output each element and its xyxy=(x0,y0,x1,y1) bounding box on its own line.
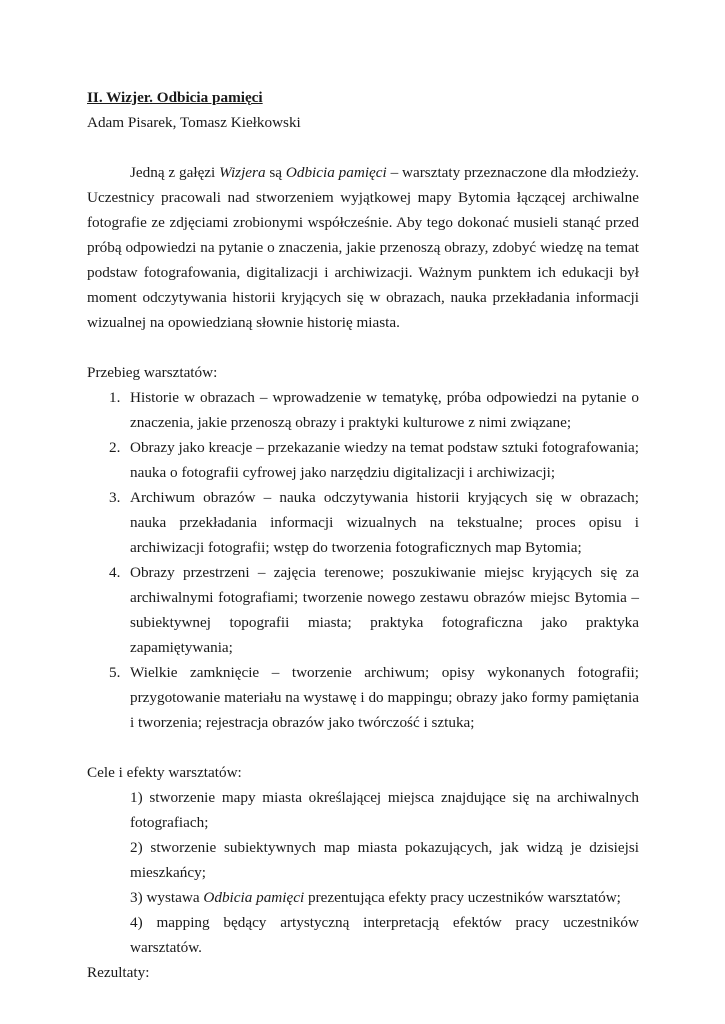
intro-emphasis-odbicia: Odbicia pamięci xyxy=(285,164,387,181)
list-item-text: Obrazy przestrzeni – zajęcia terenowe; poszukiwanie miejsc kryjących się za archiwalnymi fotografiami; tworzenie nowego zestawu obrazów miejsc Bytomia – subiektywnej topografii miasta; praktyka fotograficzna jako praktyka zapamiętywania; xyxy=(130,564,639,656)
list-item-number: 5. xyxy=(109,664,121,681)
goal-item-2: 2) stworzenie subiektywnych map miasta pokazujących, jak widzą je dzisiejsi mieszkańcy; xyxy=(130,839,639,881)
goal-item-3 xyxy=(87,885,639,910)
list-item-number: 3. xyxy=(109,489,121,506)
document-page xyxy=(87,85,639,985)
list-item xyxy=(87,435,639,485)
goal-item-3-text-2: prezentująca efekty pracy uczestników warsztatów; xyxy=(304,889,621,906)
goal-item-4: 4) mapping będący artystyczną interpretacją efektów pracy uczestników warsztatów. xyxy=(130,914,639,956)
list-item-text: Obrazy jako kreacje – przekazanie wiedzy na temat podstaw sztuki fotografowania; nauka o fotografii cyfrowej jako narzędziu digitalizacji i archiwizacji; xyxy=(130,439,639,481)
list-item xyxy=(87,660,639,735)
list-item xyxy=(87,485,639,560)
goal-item-1: 1) stworzenie mapy miasta określającej miejsca znajdujące się na archiwalnych fotografiach; xyxy=(130,789,639,831)
section-title: II. Wizjer. Odbicia pamięci xyxy=(87,89,263,106)
list-item-number: 1. xyxy=(109,389,121,406)
intro-text-2: są xyxy=(265,164,286,181)
workshops-list xyxy=(87,385,639,735)
goal-item-3-emphasis: Odbicia pamięci xyxy=(203,889,305,906)
results-label: Rezultaty: xyxy=(87,964,150,981)
goals-list xyxy=(87,785,639,960)
goals-label: Cele i efekty warsztatów: xyxy=(87,764,242,781)
list-item-number: 4. xyxy=(109,564,121,581)
list-item xyxy=(87,385,639,435)
list-item-number: 2. xyxy=(109,439,121,456)
intro-paragraph xyxy=(87,160,639,335)
intro-text-3: – warsztaty przeznaczone dla młodzieży. Uczestnicy pracowali nad stworzeniem wyjątkowej mapy Bytomia łączącej archiwalne fotografie ze zdjęciami zrobionymi współcześnie. Aby tego dokonać musieli stanąć przed próbą odpowiedzi na pytanie o znaczenia, jakie przenoszą obrazy, zdobyć wiedzę na temat podstaw fotografowania, digitalizacji i archiwizacji. Ważnym punktem ich edukacji był moment odczytywania historii kryjących się w obrazach, nauka przekładania informacji wizualnej na opowiedzianą słownie historię miasta. xyxy=(87,164,640,331)
list-item xyxy=(87,560,639,660)
authors-line: Adam Pisarek, Tomasz Kiełkowski xyxy=(87,114,301,131)
list-item-text: Archiwum obrazów – nauka odczytywania historii kryjących się w obrazach; nauka przekładania informacji wizualnych na tekstualne; proces opisu i archiwizacji fotografii; wstęp do tworzenia fotograficznych map Bytomia; xyxy=(130,489,639,556)
workshops-label: Przebieg warsztatów: xyxy=(87,364,218,381)
intro-emphasis-wizjer: Wizjera xyxy=(219,164,266,181)
goal-item-3-text-1: 3) wystawa xyxy=(130,889,204,906)
list-item-text: Historie w obrazach – wprowadzenie w tematykę, próba odpowiedzi na pytanie o znaczenia, jakie przenoszą obrazy i praktyki kulturowe z nimi związane; xyxy=(130,389,639,431)
list-item-text: Wielkie zamknięcie – tworzenie archiwum; opisy wykonanych fotografii; przygotowanie materiału na wystawę i do mappingu; obrazy jako formy pamiętania i tworzenia; rejestracja obrazów jako twórczość i sztuka; xyxy=(130,664,639,731)
intro-text-1: Jedną z gałęzi xyxy=(130,164,220,181)
